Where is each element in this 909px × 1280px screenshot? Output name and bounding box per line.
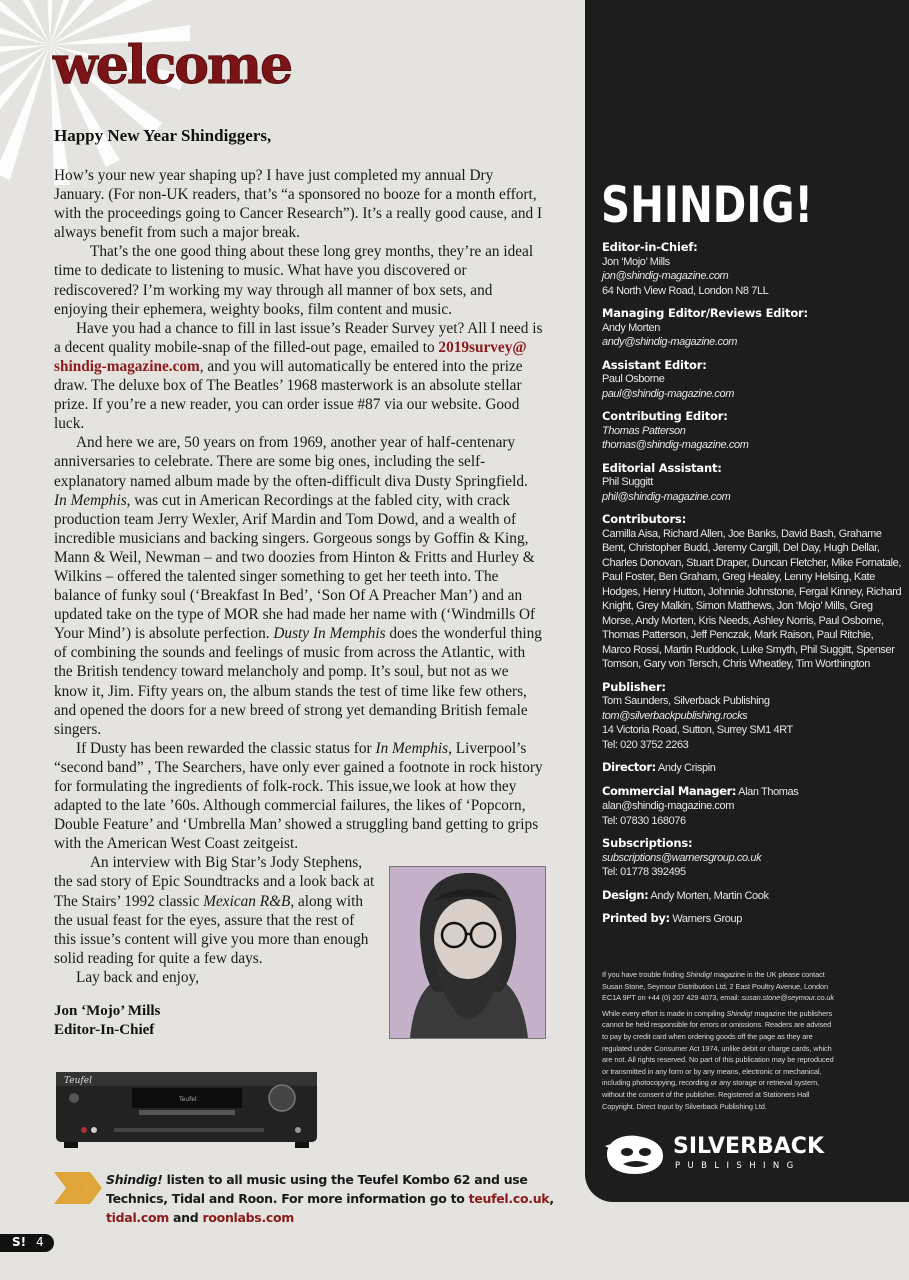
credit-subscriptions <box>602 836 902 880</box>
credit-editor-in-chief <box>602 240 902 298</box>
credit-tel: Tel: 07830 168076 <box>602 814 686 827</box>
credit-name: Alan Thomas <box>736 785 799 798</box>
survey-email-link[interactable]: 2019survey@ shindig-magazine.com <box>54 338 527 375</box>
credit-address: 14 Victoria Road, Sutton, Surrey SM1 4RT <box>602 724 793 736</box>
paragraph-1: How’s your new year shaping up? I have just completed my annual Dry January. (For non-UK readers, that’s “a sponsored no booze for a month effort, with the proceedings going to Cancer Research”). It’s a really good cause, and I always benefit from such a major break. <box>54 167 543 242</box>
teufel-amplifier-image <box>54 1070 319 1150</box>
paragraph-5 <box>54 739 544 854</box>
fine-text: If you have trouble finding <box>602 970 686 979</box>
credit-email[interactable]: subscriptions@warnersgroup.co.uk <box>602 851 762 864</box>
page-number: 4 <box>36 1235 44 1249</box>
paragraph-3-text-end: , and you will automatically be entered into the prize draw. The deluxe box of The Beatles’ 1968 masterwork is an absolute stellar prize. If you’re a new reader, you can order issue #87 via our website. Good luck. <box>54 357 523 433</box>
distribution-notice <box>602 969 834 1004</box>
credit-role: Managing Editor/Reviews Editor: <box>602 306 808 320</box>
paragraph-2: That’s the one good thing about these long grey months, they’re an ideal time to dedicate to listening to music. What have you discovered or rediscovered? I’m working my way through all manner of box sets, and enjoying their ephemera, weighty books, film content and music. <box>54 243 534 318</box>
credit-publisher <box>602 680 902 753</box>
credit-name: Thomas Patterson <box>602 424 686 437</box>
credit-email[interactable]: phil@shindig-magazine.com <box>602 490 731 503</box>
amp-brand-label: Teufel <box>64 1076 92 1086</box>
credit-role: Contributors: <box>602 512 686 526</box>
signature-name: Jon ‘Mojo’ Mills <box>54 1003 161 1019</box>
credit-name: Tom Saunders, Silverback Publishing <box>602 695 770 707</box>
credit-email[interactable]: tom@silverbackpublishing.rocks <box>602 709 748 722</box>
credit-role: Editorial Assistant: <box>602 460 722 475</box>
credit-name: Phil Suggitt <box>602 476 653 488</box>
signature <box>54 1002 160 1040</box>
credit-editorial-assistant <box>602 461 902 505</box>
album-title: In Memphis <box>54 491 127 509</box>
album-title-full: Dusty In Memphis <box>273 625 386 643</box>
fine-magazine-title: Shindig! <box>685 970 712 979</box>
credit-role: Design: <box>602 887 649 902</box>
tidal-link[interactable]: tidal.com <box>106 1210 169 1225</box>
credit-role: Commercial Manager: <box>602 783 737 798</box>
promo-separator: , <box>549 1191 554 1206</box>
credit-assistant-editor <box>602 358 902 402</box>
credit-printer <box>602 911 902 927</box>
shindig-logo <box>601 172 815 234</box>
greeting: Happy New Year Shindiggers, <box>54 126 272 145</box>
credit-name: Andy Morten <box>602 321 660 334</box>
credit-email[interactable]: jon@shindig-magazine.com <box>602 270 729 282</box>
credit-managing-editor <box>602 306 902 350</box>
album-title-ref: In Memphis <box>375 739 449 757</box>
credit-email[interactable]: paul@shindig-magazine.com <box>602 387 735 400</box>
credit-role: Director: <box>602 760 656 774</box>
paragraph-7: Lay back and enjoy, <box>76 968 200 986</box>
silverback-sub: PUBLISHING <box>675 1161 801 1171</box>
credit-name: Andy Crispin <box>655 762 716 774</box>
paragraph-4-text-mid: , was cut in American Recordings at the fabled city, with crack production team Jerry Wexler, Arif Mardin and Tom Dowd, and a wealth of incredible musicians and backing singers. Gorgeous songs by Goffin & King, Mann & Weil, Newman – and two doozies from Hinton & Fritts and Hurley & Wilkins – offered the talented singer something to get her teeth into. The balance of funky soul (‘Breakfast In Bed’, ‘Son Of A Preacher Man’) and an updated take on the type of MOR she had made her name with (‘Windmills Of Your Mind’) is absolute perfection. <box>54 491 536 643</box>
credit-contributing-editor <box>602 409 902 453</box>
credit-design <box>602 888 902 904</box>
silverback-name: SILVERBACK <box>673 1134 825 1159</box>
credit-email[interactable]: andy@shindig-magazine.com <box>602 336 738 348</box>
credit-tel: Tel: 020 3752 2263 <box>602 738 689 751</box>
paragraph-4 <box>54 433 544 739</box>
credit-role: Contributing Editor: <box>602 409 728 423</box>
silverback-publishing-logo <box>603 1132 828 1178</box>
legal-notice <box>602 1008 834 1112</box>
promo-brand: Shindig! <box>106 1172 163 1187</box>
fine-print <box>602 969 834 1116</box>
roonlabs-link[interactable]: roonlabs.com <box>202 1210 295 1225</box>
paragraph-5-text-end: , Liverpool’s “second band” , The Searchers, have only ever gained a footnote in rock history for formulating the ingredients of folk-rock. This issue,we look at how they adapted to the late ’60s. Although commercial failures, the likes of ‘Popcorn, Double Feature’ and ‘Umbrella Man’ showed a struggling band getting to grips with the American West Coast zeitgeist. <box>54 739 543 853</box>
paragraph-3 <box>54 319 544 434</box>
masthead-credits <box>602 240 902 935</box>
gorilla-icon <box>603 1132 667 1176</box>
credit-director <box>602 760 902 776</box>
paragraph-6-text-end: , along with the usual feast for the eyes, assure that the rest of this issue’s content will give you more than enough solid reading for quite a few days. <box>54 892 369 967</box>
fine-text-cont: magazine in the UK please contact Susan Stone, Seymour Distribution Ltd, 2 East Poultry Avenue, London EC1A 9PT on +44 (0) 207 429 4073, email: <box>602 970 829 1003</box>
promo-text <box>106 1170 584 1227</box>
fine-magazine-title: Shindig! <box>726 1008 753 1018</box>
paragraph-3-text: Have you had a chance to fill in last issue’s Reader Survey yet? All I need is a decent quality mobile-snap of the filled-out page, emailed to <box>54 319 543 356</box>
editor-portrait <box>389 866 546 1039</box>
contributors-list: Camilla Aisa, Richard Allen, Joe Banks, David Bash, Grahame Bent, Christopher Budd, Jeremy Cargill, Del Day, Hugh Dellar, Charles Donovan, Stuart Draper, Duncan Fletcher, Mike Fornatale, Paul Foster, Ben Graham, Greg Healey, Lenny Helsing, Kate Hodges, Henry Hutton, Johnnie Johnstone, Fergal Kinney, Richard Knight, Grey Malkin, Simon Matthews, Jon ‘Mojo’ Mills, Greg Morse, Andy Morten, Kris Needs, Ashley Norris, Paul Osborne, Thomas Patterson, Jeff Penczak, Mark Raison, Paul Ritchie, Marco Rossi, Martin Ruddock, Luke Smyth, Phil Suggitt, Spenser Tomson, Gary von Tersch, Chris Wheatley, Tim Worthington <box>602 527 902 670</box>
page-heading: welcome <box>53 35 292 96</box>
promo-copy: listen to all music using the Teufel Kombo 62 and use Technics, Tidal and Roon. For more information go to <box>106 1172 528 1206</box>
distribution-email[interactable]: susan.stone@seymour.co.uk <box>741 993 835 1003</box>
credit-name: Warners Group <box>669 913 742 925</box>
fine-text-cont: magazine the publishers cannot be held responsible for errors or omissions. Readers are advised to pay by credit card when ordering goods off the page as they are regulated under Consumer Act 1974, unlike debit or charge cards, which are not. All rights reserved. No part of this publication may be reproduced or transmitted in any form or by any means, electronic or mechanical, including photocopying, recording or any storage or retrieval system, without the consent of the publisher. Registered at Stationers Hall Copyright. Direct Input by Silverback Publishing Ltd. <box>602 1008 834 1111</box>
credit-email[interactable]: alan@shindig-magazine.com <box>602 800 735 812</box>
paragraph-6 <box>54 853 379 968</box>
credit-role: Editor-in-Chief: <box>602 240 698 254</box>
credit-contributors <box>602 512 902 672</box>
paragraph-4-text-end: does the wonderful thing of combining the sounds and feelings of music from across the Atlantic, with the British tendency toward melancholy and pomp. It’s soul, but not as we know it, Jim. Fifty years on, the album stands the test of time like few others, and opened the doors for a new breed of strong yet demanding British female singers. <box>54 625 542 738</box>
paragraph-4-text: And here we are, 50 years on from 1969, another year of half-centenary anniversaries to celebrate. There are some big ones, including the self-explanatory named album made by the often-difficult diva Dusty Springfield. <box>54 434 528 490</box>
fine-text: While every effort is made in compiling <box>602 1008 727 1018</box>
credit-address: 64 North View Road, London N8 7LL <box>602 284 769 297</box>
credit-name: Andy Morten, Martin Cook <box>648 889 769 902</box>
editorial-body <box>54 166 544 987</box>
credit-role: Publisher: <box>602 679 666 694</box>
credit-role: Printed by: <box>602 911 670 925</box>
credit-role: Subscriptions: <box>602 836 693 850</box>
stairs-album-title: Mexican R&B <box>203 892 291 910</box>
masthead-sidebar <box>585 0 909 1202</box>
chevron-arrow-icon <box>54 1172 104 1204</box>
credit-commercial-manager <box>602 784 902 829</box>
page-number-tab <box>0 1234 54 1252</box>
signature-title: Editor-In-Chief <box>54 1022 155 1038</box>
logo-text: SHINDIG! <box>601 176 813 234</box>
credit-email[interactable]: thomas@shindig-magazine.com <box>602 439 749 451</box>
promo-separator-and: and <box>169 1210 203 1225</box>
amp-display-label: Teufel <box>179 1096 197 1103</box>
teufel-link[interactable]: teufel.co.uk <box>468 1191 550 1206</box>
credit-name: Jon ‘Mojo’ Mills <box>602 255 670 268</box>
credit-role: Assistant Editor: <box>602 357 707 372</box>
portrait-illustration <box>390 867 545 1038</box>
credit-name: Paul Osborne <box>602 373 665 385</box>
paragraph-6-text: An interview with Big Star’s Jody Stephens, the sad story of Epic Soundtracks and a look back at The Stairs’ 1992 classic <box>54 854 375 910</box>
paragraph-5-text: If Dusty has been rewarded the classic status for <box>76 739 376 757</box>
credit-tel: Tel: 01778 392495 <box>602 866 686 878</box>
page-badge: S! <box>12 1235 27 1249</box>
